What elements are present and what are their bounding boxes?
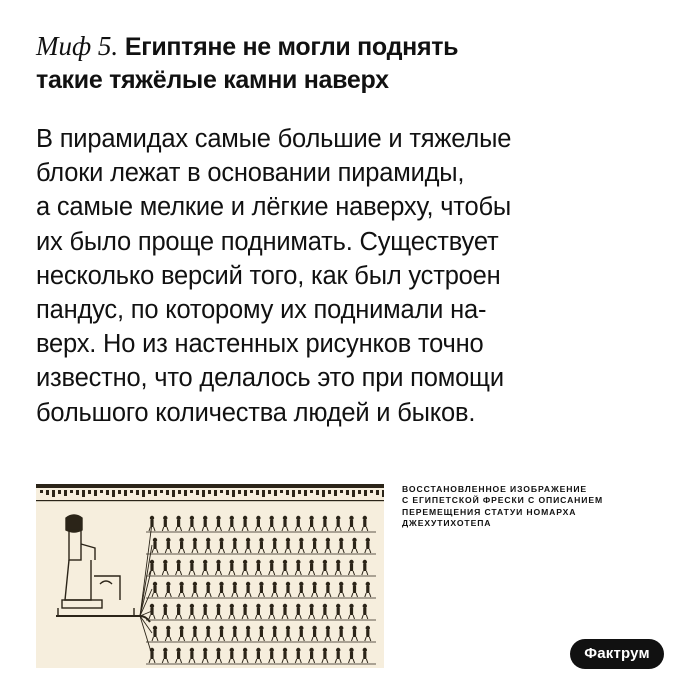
title-line-2: такие тяжёлые камни наверх <box>36 66 389 94</box>
glyph-mark <box>100 490 103 493</box>
caption-line: ПЕРЕМЕЩЕНИЯ СТАТУИ НОМАРХА <box>402 506 577 517</box>
glyph-mark <box>112 490 115 497</box>
glyph-mark <box>166 490 169 495</box>
body-line: блоки лежат в основании пирамиды, <box>36 159 465 188</box>
glyph-mark <box>244 490 247 496</box>
glyph-mark <box>310 490 313 493</box>
glyph-mark <box>262 490 265 497</box>
glyph-mark <box>70 490 73 493</box>
body-line: известно, что делалось это при помощи <box>36 364 504 393</box>
myth-title <box>36 30 666 97</box>
glyph-mark <box>226 490 229 495</box>
glyph-mark <box>154 490 157 496</box>
glyph-mark <box>238 490 241 494</box>
glyph-mark <box>40 490 43 493</box>
body-line: большого количества людей и быков. <box>36 398 476 427</box>
glyph-mark <box>214 490 217 496</box>
glyph-mark <box>268 490 271 494</box>
myth-label: Миф 5. <box>36 31 119 61</box>
glyph-mark <box>160 490 163 493</box>
factrum-logo[interactable]: Фактрум <box>570 639 664 669</box>
caption-line: ДЖЕХУТИХОТЕПА <box>402 518 492 529</box>
glyph-mark <box>340 490 343 493</box>
glyph-mark <box>196 490 199 495</box>
body-paragraph <box>36 122 676 430</box>
glyph-mark <box>376 490 379 495</box>
glyph-mark <box>148 490 151 494</box>
glyph-mark <box>52 490 55 497</box>
glyph-mark <box>304 490 307 496</box>
glyph-mark <box>172 490 175 497</box>
glyph-mark <box>82 490 85 497</box>
glyph-mark <box>64 490 67 496</box>
title-line-1: Египтяне не могли поднять <box>124 33 459 61</box>
fresco-illustration <box>36 484 384 668</box>
glyph-mark <box>46 490 49 495</box>
body-line: а самые мелкие и лёгкие наверху, чтобы <box>36 193 512 222</box>
glyph-mark <box>280 490 283 493</box>
glyph-mark <box>292 490 295 497</box>
glyph-mark <box>256 490 259 495</box>
body-line: пандус, по которому их поднимали на- <box>36 296 487 325</box>
glyph-mark <box>364 490 367 496</box>
image-caption <box>402 484 642 530</box>
glyph-mark <box>106 490 109 495</box>
caption-line: С ЕГИПЕТСКОЙ ФРЕСКИ С ОПИСАНИЕМ <box>402 495 604 506</box>
glyph-mark <box>298 490 301 494</box>
glyph-mark <box>190 490 193 493</box>
glyph-mark <box>250 490 253 493</box>
glyph-mark <box>328 490 331 494</box>
glyph-mark <box>232 490 235 497</box>
caption-line: ВОССТАНОВЛЕННОЕ ИЗОБРАЖЕНИЕ <box>402 484 588 494</box>
glyph-mark <box>178 490 181 494</box>
glyph-mark <box>124 490 127 496</box>
glyph-mark <box>370 490 373 493</box>
glyph-mark <box>322 490 325 497</box>
glyph-mark <box>220 490 223 493</box>
glyph-mark <box>202 490 205 497</box>
glyph-mark <box>346 490 349 495</box>
body-line: их было проще поднимать. Существует <box>36 227 499 256</box>
glyph-mark <box>352 490 355 497</box>
glyph-mark <box>142 490 145 497</box>
glyph-mark <box>286 490 289 495</box>
body-line: несколько версий того, как был устроен <box>36 261 501 290</box>
glyph-mark <box>208 490 211 494</box>
body-line: верх. Но из настенных рисунков точно <box>36 330 484 359</box>
glyph-mark <box>358 490 361 494</box>
glyph-mark <box>130 490 133 493</box>
glyph-mark <box>88 490 91 494</box>
glyph-mark <box>58 490 61 494</box>
glyph-mark <box>118 490 121 494</box>
body-line: В пирамидах самые большие и тяжелые <box>36 125 512 153</box>
glyph-mark <box>136 490 139 495</box>
glyph-mark <box>94 490 97 496</box>
glyph-mark <box>334 490 337 496</box>
glyph-mark <box>76 490 79 495</box>
fresco-drawing <box>36 484 384 668</box>
glyph-mark <box>382 490 384 497</box>
glyph-mark <box>316 490 319 495</box>
glyph-mark <box>184 490 187 496</box>
glyph-mark <box>274 490 277 496</box>
